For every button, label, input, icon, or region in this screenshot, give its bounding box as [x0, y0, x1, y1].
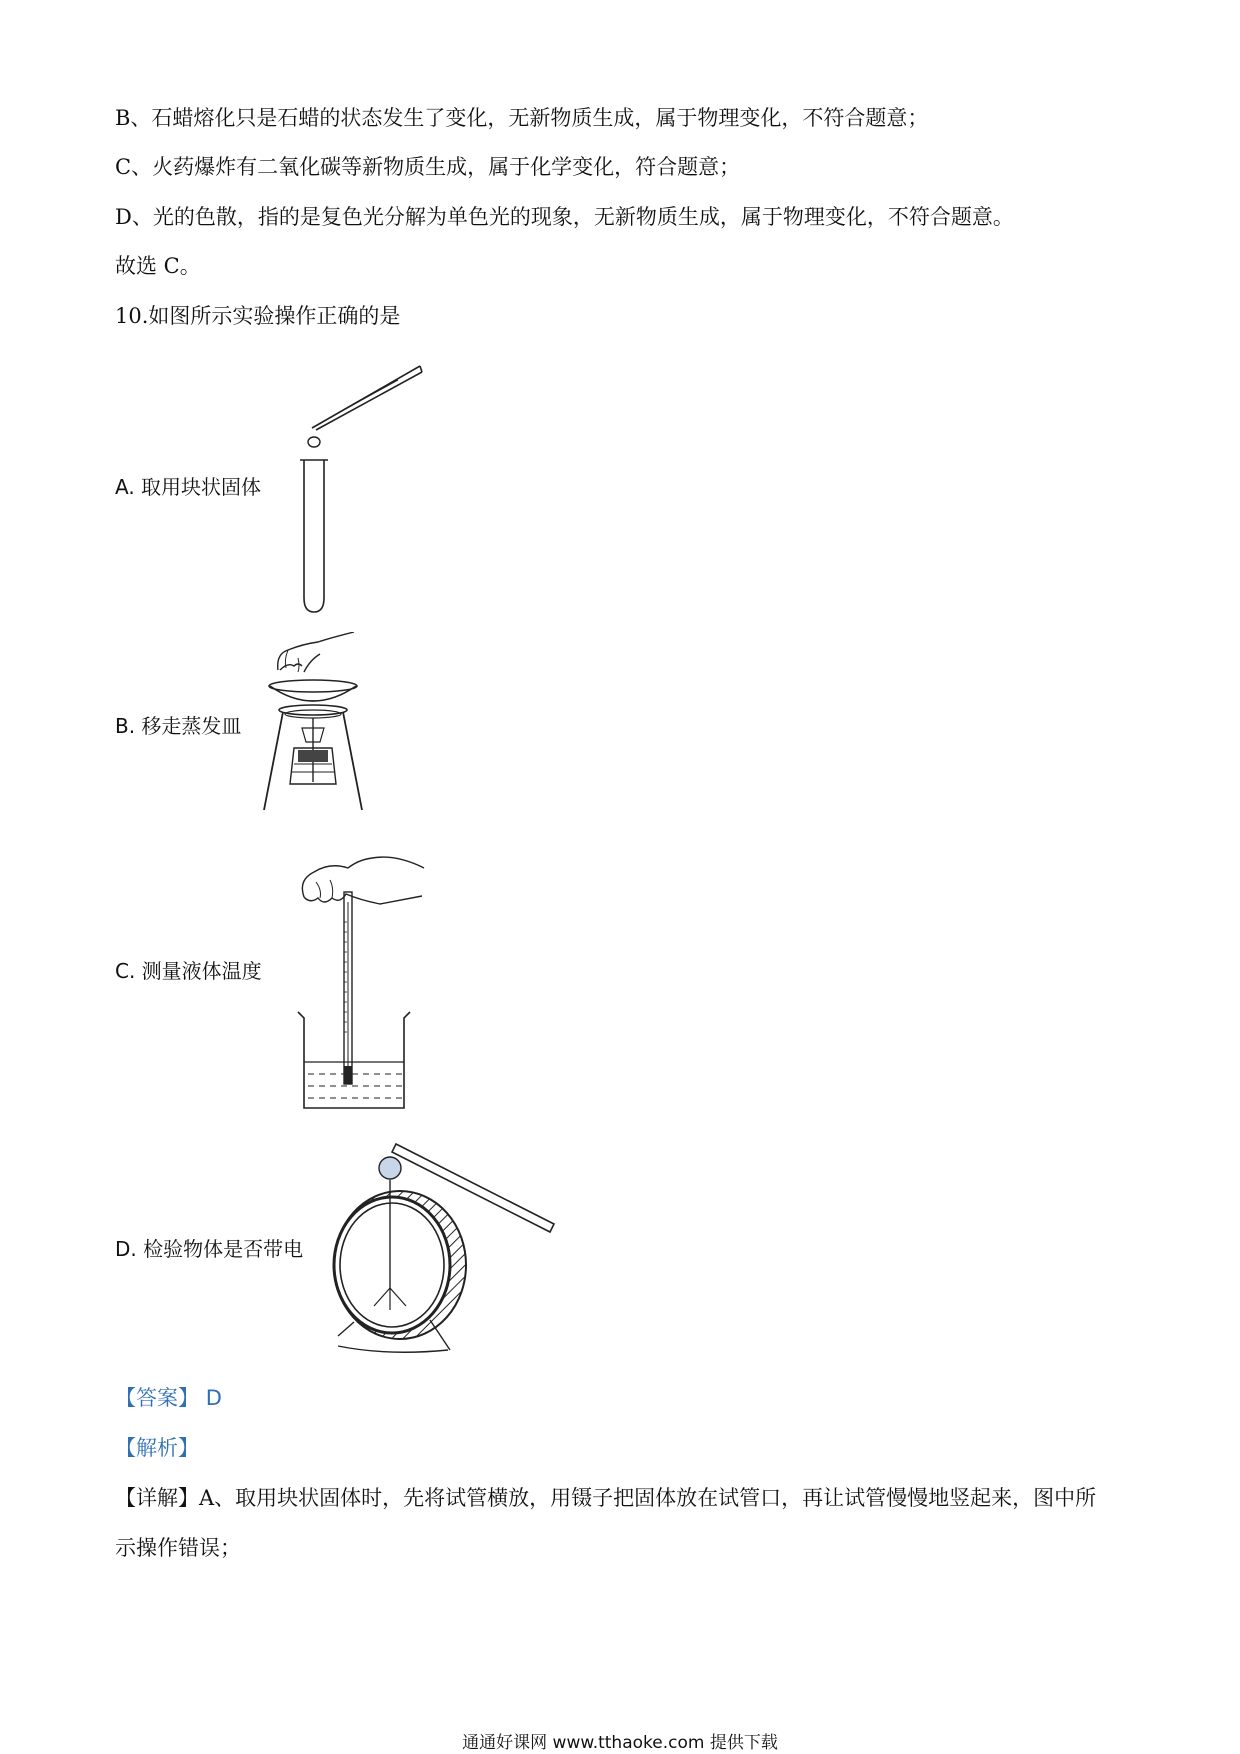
- question-10: 10.如图所示实验操作正确的是: [115, 304, 401, 328]
- answer-tag: 【答案】: [115, 1386, 199, 1410]
- explanation-line-d: D、光的色散，指的是复色光分解为单色光的现象，无新物质生成，属于物理变化，不符合题意。: [115, 205, 1014, 229]
- detail-line-2: 示操作错误；: [115, 1536, 241, 1560]
- option-c-label: C. 测量液体温度: [115, 959, 262, 983]
- tweezers-test-tube-figure: [300, 360, 430, 615]
- electroscope-rod-figure: [318, 1140, 558, 1365]
- detail-line-1: [115, 1484, 1096, 1512]
- detail-text-1: A、取用块状固体时，先将试管横放，用镊子把固体放在试管口，再让试管慢慢地竖起来，图中所: [199, 1486, 1097, 1510]
- detail-tag: 【详解】: [115, 1486, 199, 1510]
- explanation-line-b: B、石蜡熔化只是石蜡的状态发生了变化，无新物质生成，属于物理变化，不符合题意；: [115, 106, 929, 130]
- option-b-label: B. 移走蒸发皿: [115, 714, 242, 738]
- analysis-tag: 【解析】: [115, 1436, 199, 1460]
- explanation-line-c: C、火药爆炸有二氧化碳等新物质生成，属于化学变化，符合题意；: [115, 155, 741, 179]
- explanation-conclusion: 故选 C。: [115, 254, 201, 278]
- evaporating-dish-tripod-figure: [258, 632, 368, 812]
- answer-line: [115, 1384, 222, 1412]
- answer-value: D: [205, 1386, 222, 1410]
- option-a-label: A. 取用块状固体: [115, 475, 262, 499]
- option-d-label: D. 检验物体是否带电: [115, 1237, 304, 1261]
- thermometer-beaker-figure: [296, 852, 426, 1114]
- page-footer: 通通好课网 www.tthaoke.com 提供下载: [462, 1733, 778, 1753]
